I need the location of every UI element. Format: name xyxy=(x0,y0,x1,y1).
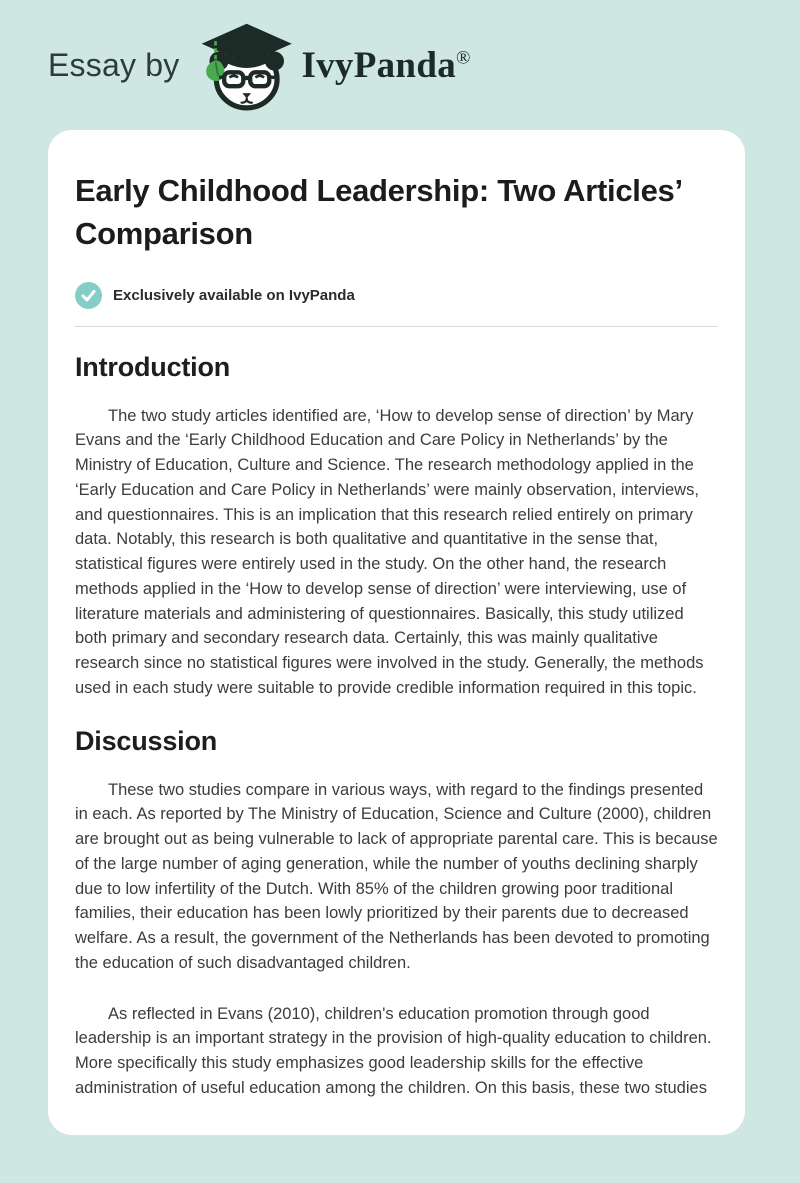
registered-trademark: ® xyxy=(456,47,471,69)
divider xyxy=(75,326,718,327)
site-header xyxy=(0,0,800,130)
section-heading-introduction: Introduction xyxy=(75,351,231,382)
article-title: Early Childhood Leadership: Two Articles’ Comparison xyxy=(75,173,682,251)
discussion-paragraph-2: As reflected in Evans (2010), children's education promotion through good leadership is an important strategy in the provision of high-quality education to children. More specifically this study emphasizes good leadership skills for the effective administration of useful education among the children. On this basis, these two studies xyxy=(75,1004,712,1097)
essay-by-label: Essay by xyxy=(48,46,180,83)
discussion-paragraph-1: These two studies compare in various ways, with regard to the findings presented in each. As reported by The Ministry of Education, Science and Culture (2000), children are brought out as being vulnerable to lack of appropriate parental care. This is because of the large number of aging generation, while the number of youths declining sharply due to low infertility of the Dutch. With 85% of the children growing poor traditional families, their education has been lowly prioritized by their parents due to decreased welfare. As a result, the government of the Netherlands has been devoted to promoting the education of such disadvantaged children. xyxy=(75,780,718,972)
brand-name xyxy=(301,44,470,87)
exclusive-badge xyxy=(75,282,718,309)
article-card xyxy=(48,130,745,1135)
checkmark-icon xyxy=(75,282,102,309)
section-heading-discussion: Discussion xyxy=(75,725,218,756)
exclusive-label: Exclusively available on IvyPanda xyxy=(113,286,355,304)
ivypanda-logo-icon xyxy=(193,20,297,116)
introduction-paragraph: The two study articles identified are, ‘How to develop sense of direction’ by Mary Evans and the ‘Early Childhood Education and Care Policy in Netherlands’ by the Ministry of Education, Culture and Science. The research methodology applied in the ‘Early Education and Care Policy in Netherlands’ were mainly observation, interviews, and questionnaires. This is an implication that this research relied entirely on primary data. Notably, this research is both qualitative and quantitative in the sense that, statistical figures were entirely used in the study. On the other hand, the research methods applied in the ‘How to develop sense of direction’ were interviewing, use of literature materials and administering of questionnaires. Basically, this study utilized both primary and secondary research data. Certainly, this was mainly qualitative research since no statistical figures were involved in the study. Generally, the methods used in each study were suitable to provide credible information required in this topic. xyxy=(75,406,704,697)
brand-text: IvyPanda xyxy=(301,44,456,86)
